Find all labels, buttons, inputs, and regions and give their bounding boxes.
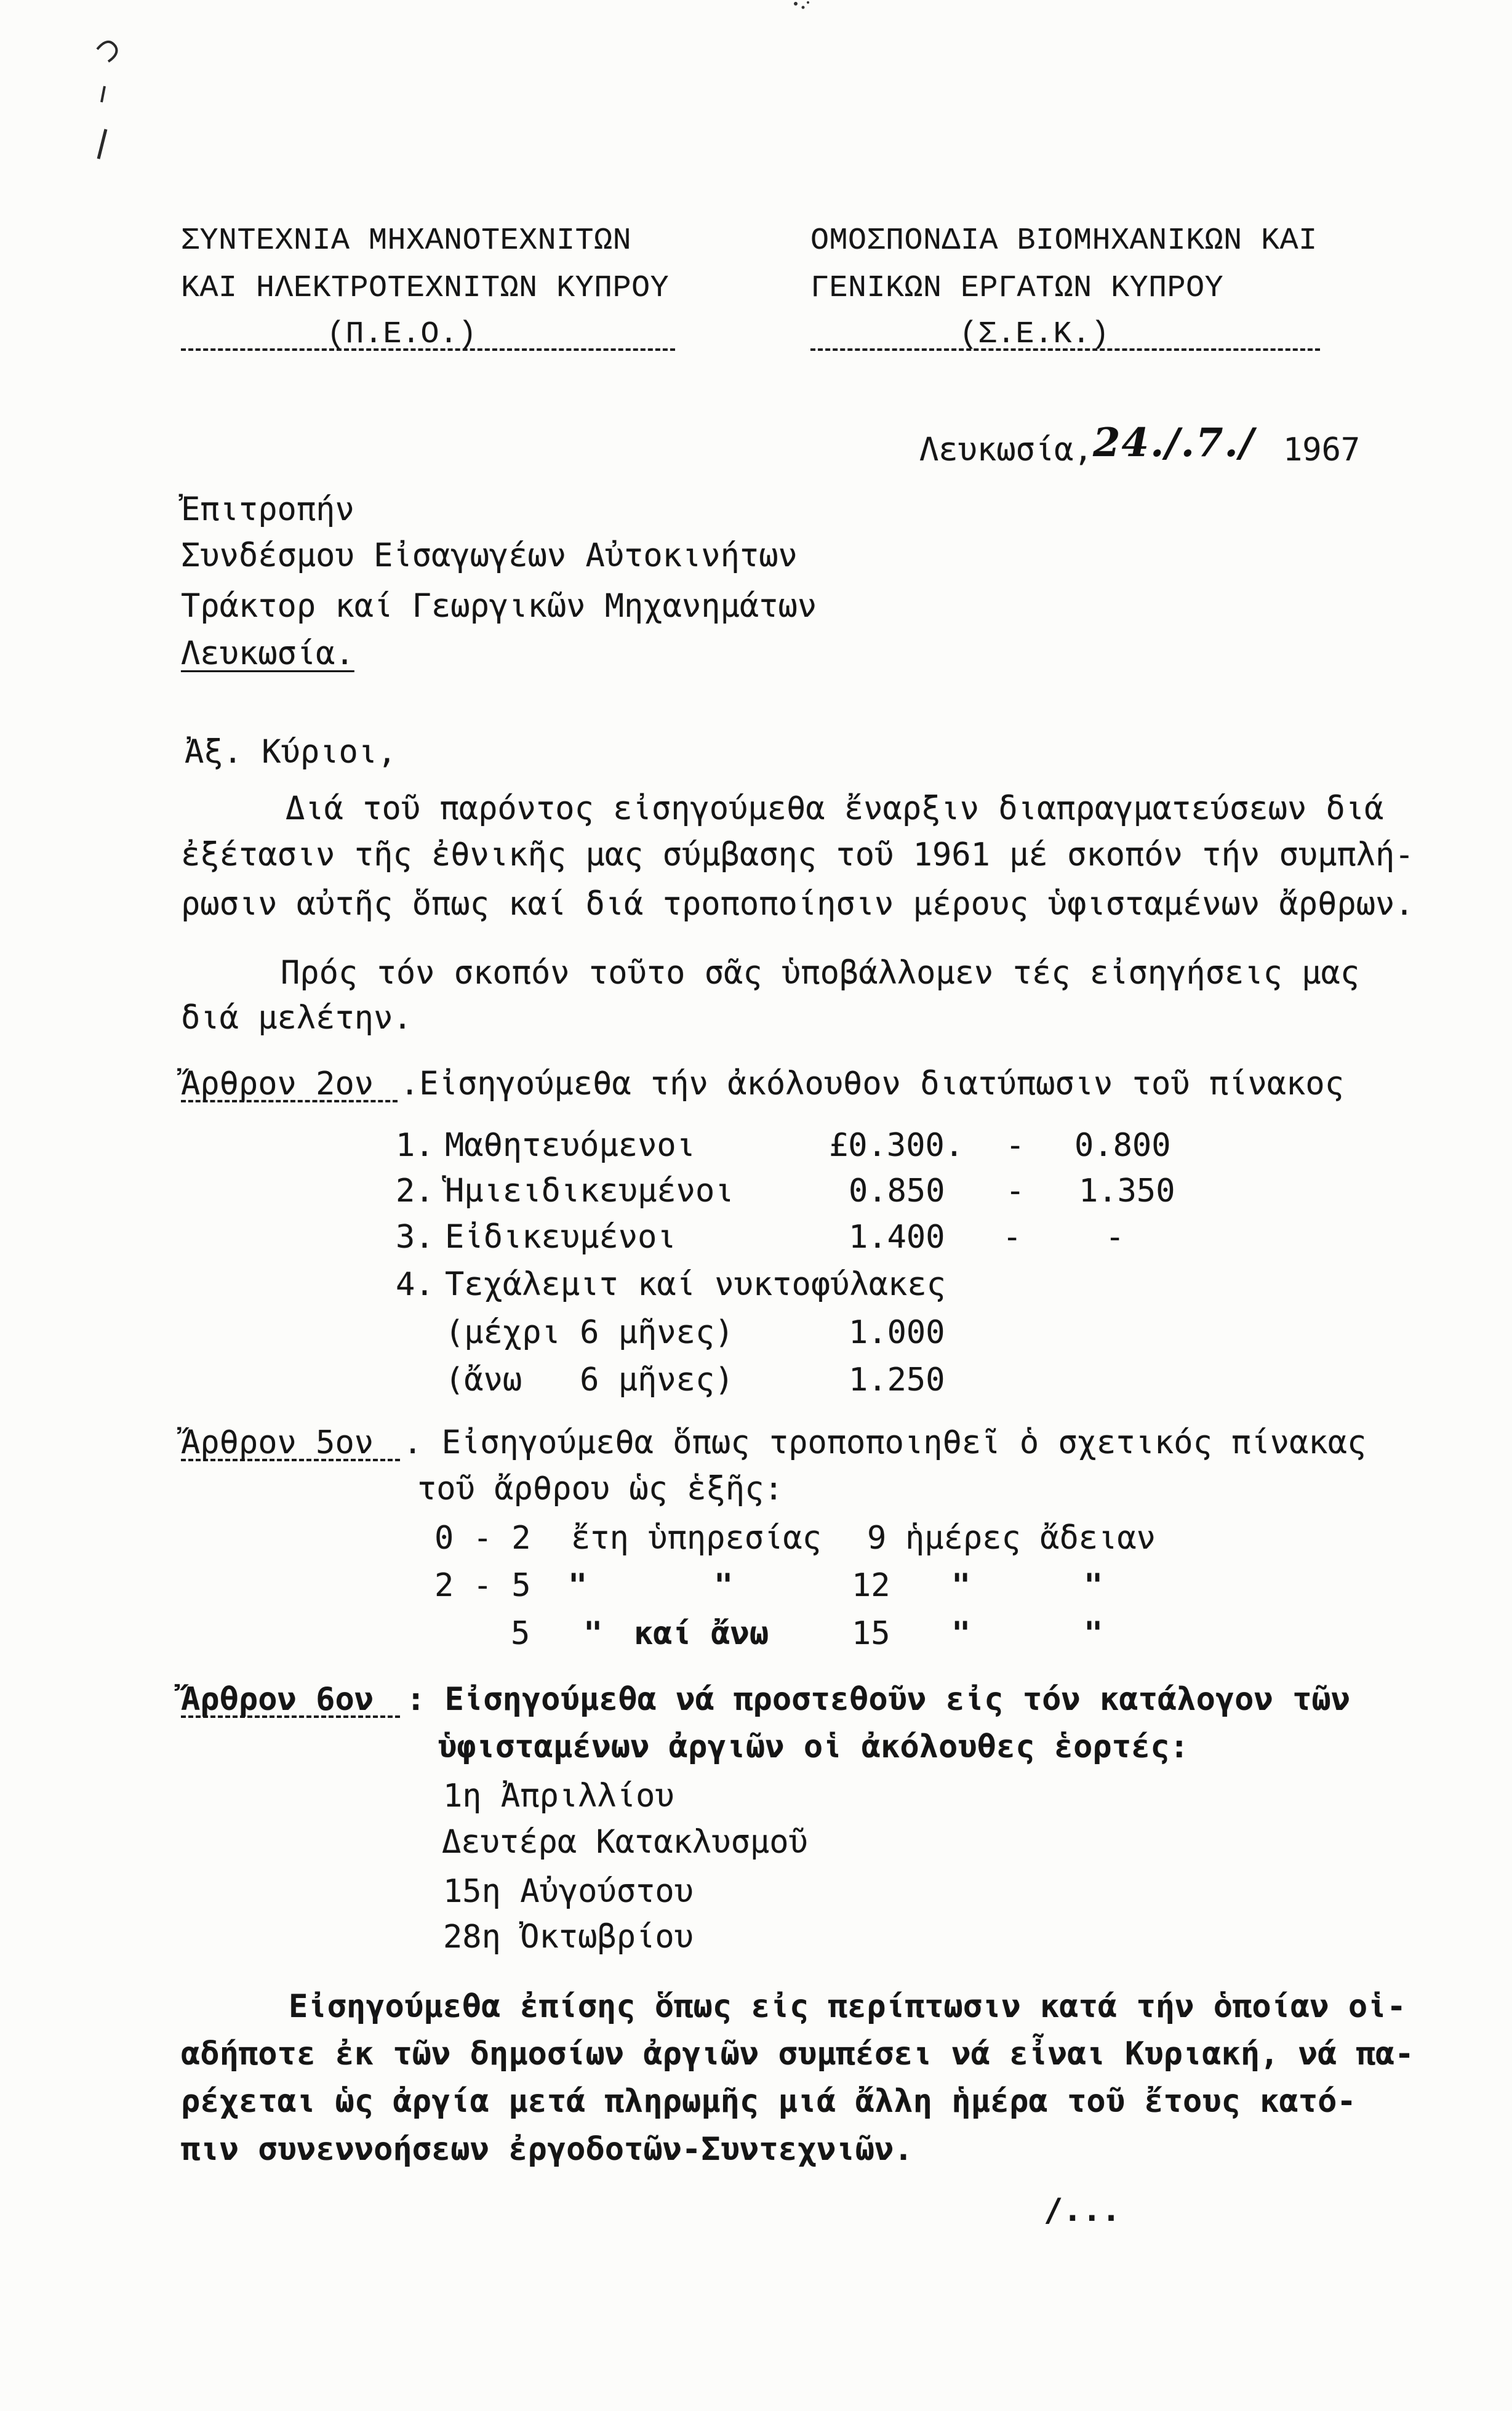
- wage-row-min: £0.300.: [829, 1127, 964, 1164]
- article6-label: Ἄρθρον 6ον: [181, 1681, 400, 1718]
- date-year: 1967: [1283, 431, 1361, 468]
- wage-row-category: Εἰδικευμένοι: [445, 1219, 676, 1256]
- addressee-line: Ἐπιτροπήν: [181, 491, 354, 528]
- leave-row-days: 12: [852, 1567, 890, 1604]
- wage-row-number: 2.: [396, 1173, 434, 1210]
- leave-row-days: 9: [867, 1520, 887, 1557]
- ditto-mark: ": [714, 1567, 734, 1604]
- wage-row-min: 1.000: [849, 1314, 945, 1351]
- holiday-item: Δευτέρα Κατακλυσμοῦ: [442, 1824, 808, 1861]
- closing-line: Εἰσηγούμεθα ἐπίσης ὅπως εἰς περίπτωσιν κατά τήν ὁποίαν οἱ-: [289, 1988, 1406, 2025]
- leave-row-service-extra: καί ἄνω: [634, 1615, 769, 1652]
- intro-line: Διά τοῦ παρόντος εἰσηγούμεθα ἔναρξιν διαπραγματεύσεων διά: [286, 790, 1384, 827]
- wage-row-number: 3.: [396, 1219, 434, 1256]
- purpose-line: Πρός τόν σκοπόν τοῦτο σᾶς ὑποβάλλομεν τές εἰσηγήσεις μας: [281, 955, 1360, 992]
- addressee-city: Λευκωσία.: [181, 635, 354, 672]
- article6-text-line2: ὑφισταμένων ἀργιῶν οἱ ἀκόλουθες ἑορτές:: [438, 1728, 1189, 1765]
- ditto-mark: ": [951, 1567, 971, 1604]
- wage-row-max: -: [1105, 1219, 1125, 1256]
- ditto-mark: ": [1084, 1615, 1103, 1652]
- wage-row-dash: -: [1006, 1127, 1025, 1164]
- union-left-abbreviation: (Π.Ε.Ο.): [327, 317, 478, 352]
- addressee-line: Συνδέσμου Εἰσαγωγέων Αὐτοκινήτων: [181, 537, 798, 574]
- wage-row-min: 1.400: [849, 1219, 945, 1256]
- wage-row-dash: -: [1006, 1173, 1025, 1210]
- wage-row-max: 1.350: [1079, 1173, 1175, 1210]
- article5-text: . Εἰσηγούμεθα ὅπως τροποποιηθεῖ ὁ σχετικός πίνακας: [403, 1424, 1367, 1461]
- leave-row-days: 15: [852, 1615, 890, 1652]
- continued-marker: /...: [1044, 2192, 1121, 2229]
- article5-text-line2: τοῦ ἄρθρου ὡς ἑξῆς:: [417, 1470, 783, 1507]
- wage-row-number: 4.: [396, 1266, 434, 1303]
- article6-text: : Εἰσηγούμεθα νά προστεθοῦν εἰς τόν κατάλογον τῶν: [406, 1681, 1351, 1718]
- article5-label: Ἄρθρον 5ον: [181, 1424, 400, 1461]
- wage-row-min: 1.250: [849, 1362, 945, 1398]
- date-handwritten: 24./.7./: [1093, 420, 1255, 466]
- union-left-name-line1: ΣΥΝΤΕΧΝΙΑ ΜΗΧΑΝΟΤΕΧΝΙΤΩΝ: [181, 223, 632, 259]
- wage-row-min: 0.850: [849, 1173, 945, 1210]
- date-place: Λευκωσία,: [919, 431, 1093, 468]
- union-right-name-line2: ΓΕΝΙΚΩΝ ΕΡΓΑΤΩΝ ΚΥΠΡΟΥ: [810, 271, 1224, 306]
- wage-row-dash: -: [1002, 1219, 1022, 1256]
- intro-line: ρωσιν αὐτῆς ὅπως καί διά τροποποίησιν μέρους ὑφισταμένων ἄρθρων.: [181, 886, 1414, 923]
- leave-row-years: 2 - 5: [434, 1567, 531, 1604]
- union-left-name-line2: ΚΑΙ ΗΛΕΚΤΡΟΤΕΧΝΙΤΩΝ ΚΥΠΡΟΥ: [181, 271, 670, 306]
- closing-line: πιν συνεννοήσεων ἐργοδοτῶν-Συντεχνιῶν.: [181, 2131, 913, 2168]
- wage-row-number: 1.: [396, 1127, 434, 1164]
- holiday-item: 15η Αὐγούστου: [443, 1873, 694, 1910]
- addressee-line: Τράκτορ καί Γεωργικῶν Μηχανημάτων: [181, 588, 817, 625]
- ditto-mark: ": [568, 1567, 588, 1604]
- leave-row-years: 0 - 2: [434, 1520, 531, 1557]
- leave-row-unit: ἡμέρες ἄδειαν: [905, 1520, 1156, 1557]
- article2-label: Ἄρθρον 2ον: [181, 1065, 398, 1102]
- intro-line: ἐξέτασιν τῆς ἐθνικῆς μας σύμβασης τοῦ 1961 μέ σκοπόν τήν συμπλή-: [181, 836, 1414, 873]
- top-ink-specks: [791, 0, 815, 18]
- wage-row-category: Μαθητευόμενοι: [445, 1127, 695, 1164]
- holiday-item: 28η Ὀκτωβρίου: [443, 1919, 694, 1956]
- closing-line: ρέχεται ὡς ἀργία μετά πληρωμῆς μιά ἄλλη ἡμέρα τοῦ ἔτους κατό-: [181, 2083, 1356, 2120]
- ditto-mark: ": [1084, 1567, 1103, 1604]
- leave-row-years: 5: [511, 1615, 530, 1652]
- wage-row-category: Τεχάλεμιτ καί νυκτοφύλακες: [445, 1266, 946, 1303]
- wage-row-subcategory: (μέχρι 6 μῆνες): [445, 1314, 734, 1351]
- wage-row-category: Ἡμιειδικευμένοι: [445, 1173, 734, 1210]
- purpose-line: διά μελέτην.: [181, 1000, 412, 1037]
- holiday-item: 1η Ἀπριλλίου: [443, 1778, 674, 1815]
- margin-pen-marks: [74, 25, 148, 166]
- wage-row-subcategory: (ἄνω 6 μῆνες): [445, 1362, 734, 1398]
- wage-row-max: 0.800: [1074, 1127, 1171, 1164]
- ditto-mark: ": [951, 1615, 971, 1652]
- ditto-mark: ": [583, 1615, 603, 1652]
- salutation: Ἀξ. Κύριοι,: [185, 734, 397, 771]
- union-right-name-line1: ΟΜΟΣΠΟΝΔΙΑ ΒΙΟΜΗΧΑΝΙΚΩΝ ΚΑΙ: [810, 223, 1318, 259]
- closing-line: αδήποτε ἐκ τῶν δημοσίων ἀργιῶν συμπέσει νά εἶναι Κυριακή, νά πα-: [181, 2036, 1414, 2072]
- union-right-abbreviation: (Σ.Ε.Κ.): [959, 317, 1110, 352]
- article2-text: .Εἰσηγούμεθα τήν ἀκόλουθον διατύπωσιν τοῦ πίνακος: [400, 1065, 1345, 1102]
- leave-row-service: ἔτη ὑπηρεσίας: [571, 1520, 822, 1557]
